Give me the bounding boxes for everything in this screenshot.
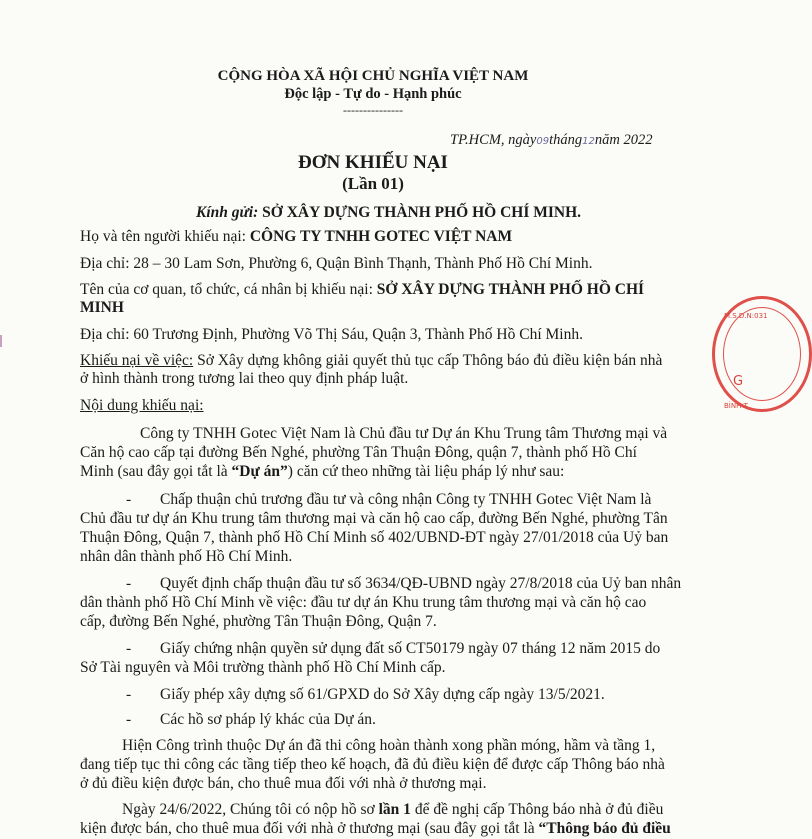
bullet-2-marker: - <box>126 575 132 592</box>
respondent-name: SỞ XÂY DỰNG THÀNH PHỐ HỒ CHÍ <box>376 281 645 298</box>
date-line <box>450 130 652 152</box>
stamp-letter: G <box>733 374 744 389</box>
respondent-line <box>80 280 644 300</box>
subject-line <box>80 351 662 371</box>
date-month: 12 <box>582 136 595 147</box>
bullet-3-line-2: Sở Tài nguyên và Môi trường thành phố Hồ Chí Minh cấp. <box>80 659 446 676</box>
date-day: 09 <box>536 136 550 147</box>
intro-text-b: ) căn cứ theo những tài liệu pháp lý như sau: <box>287 463 565 480</box>
respondent-address: Địa chỉ: 60 Trương Định, Phường Võ Thị Sáu, Quận 3, Thành Phố Hồ Chí Minh. <box>80 326 583 343</box>
last-para-line-1 <box>122 800 663 820</box>
content-heading: Nội dung khiếu nại: <box>80 397 204 414</box>
last-para-text-a: Ngày 24/6/2022, Chúng tôi có nộp hồ sơ <box>122 801 379 818</box>
complainant-address: Địa chỉ: 28 – 30 Lam Sơn, Phường 6, Quận Bình Thạnh, Thành Phố Hồ Chí Minh. <box>80 255 593 272</box>
header-divider: --------------- <box>343 103 403 117</box>
stamp-top-text: M.S.D.N:031 <box>724 312 768 320</box>
last-para-emphasis: lần 1 <box>378 801 411 818</box>
subject-text: Sở Xây dựng không giải quyết thủ tục cấp Thông báo đủ điều kiện bán nhà <box>197 352 663 369</box>
recipient-line <box>196 203 581 223</box>
status-line-1: Hiện Công trình thuộc Dự án đã thi công hoàn thành xong phần móng, hầm và tầng 1, <box>122 737 656 754</box>
document-subtitle: (Lần 01) <box>342 174 404 193</box>
date-year: năm 2022 <box>594 132 653 148</box>
bullet-1-line-3: Thuận Đông, Quận 7, thành phố Hồ Chí Minh số 402/UBND-ĐT ngày 27/01/2018 của Uỷ ban <box>80 529 669 546</box>
margin-mark <box>0 335 2 347</box>
national-motto: Độc lập - Tự do - Hạnh phúc <box>284 86 462 102</box>
bullet-4-marker: - <box>126 686 132 703</box>
bullet-2-line-3: cấp, đường Bến Nghé, phường Tân Thuận Đông, Quận 7. <box>80 613 437 630</box>
bullet-3-marker: - <box>126 640 132 657</box>
date-prefix: TP.HCM, ngày <box>450 132 537 148</box>
complainant-name: CÔNG TY TNHH GOTEC VIỆT NAM <box>249 228 513 245</box>
subject-label: Khiếu nại về việc: <box>80 352 194 369</box>
bullet-1-marker: - <box>126 491 132 508</box>
intro-line-1: Công ty TNHH Gotec Việt Nam là Chủ đầu tư Dự án Khu Trung tâm Thương mại và <box>140 425 668 442</box>
bullet-2-line-2: dân thành phố Hồ Chí Minh về việc: đầu tư dự án Khu trung tâm thương mại và căn hộ cao <box>80 594 647 611</box>
complainant-label: Họ và tên người khiếu nại: <box>80 228 246 245</box>
bullet-1-line-2: Chủ đầu tư dự án Khu trung tâm thương mại và căn hộ cao cấp, đường Bến Nghé, phường Tân <box>80 510 668 527</box>
notice-alias: “Thông báo đủ điều <box>538 820 671 837</box>
stamp-side-text: BÌNH T <box>724 402 748 410</box>
country-name: CỘNG HÒA XÃ HỘI CHỦ NGHĨA VIỆT NAM <box>217 68 529 84</box>
bullet-2-line-1: Quyết định chấp thuận đầu tư số 3634/QĐ-UBND ngày 27/8/2018 của Uỷ ban nhân <box>160 575 682 592</box>
bullet-5-marker: - <box>126 711 132 728</box>
recipient-value: SỞ XÂY DỰNG THÀNH PHỐ HỒ CHÍ MINH. <box>262 204 582 221</box>
complainant-line <box>80 227 512 247</box>
recipient-label: Kính gửi: <box>196 204 259 221</box>
document-title: ĐƠN KHIẾU NẠI <box>298 152 448 173</box>
bullet-5-line-1: Các hồ sơ pháp lý khác của Dự án. <box>160 711 376 728</box>
status-line-2: đang tiếp tục thi công các tầng tiếp theo kế hoạch, đã đủ điều kiện để được cấp Thông báo nhà <box>80 756 665 773</box>
status-line-3: ở đủ điều kiện được bán, cho thuê mua đối với nhà ở thương mại. <box>80 775 487 792</box>
intro-line-2: Căn hộ cao cấp tại đường Bến Nghé, phường Tân Thuận Đông, quận 7, thành phố Hồ Chí <box>80 444 637 461</box>
bullet-3-line-1: Giấy chứng nhận quyền sử dụng đất số CT50179 ngày 07 tháng 12 năm 2015 do <box>160 640 661 657</box>
bullet-1-line-1: Chấp thuận chủ trương đầu tư và công nhận Công ty TNHH Gotec Việt Nam là <box>160 491 652 508</box>
intro-text-a: Minh (sau đây gọi tắt là <box>80 463 232 480</box>
subject-text-cont: ở hình thành trong tương lai theo quy định pháp luật. <box>80 370 409 387</box>
bullet-1-line-4: nhân dân thành phố Hồ Chí Minh. <box>80 548 293 565</box>
intro-line-3 <box>80 462 564 482</box>
respondent-label: Tên của cơ quan, tổ chức, cá nhân bị khiếu nại: <box>80 281 373 298</box>
last-para-text-c: kiện được bán, cho thuê mua đối với nhà ở thương mại (sau đây gọi tắt là <box>80 820 539 837</box>
project-alias: “Dự án” <box>231 463 288 480</box>
bullet-4-line-1: Giấy phép xây dựng số 61/GPXD do Sở Xây dựng cấp ngày 13/5/2021. <box>160 686 605 703</box>
date-month-label: tháng <box>549 132 583 148</box>
last-para-text-b: để đề nghị cấp Thông báo nhà ở đủ điều <box>410 801 664 818</box>
last-para-line-2 <box>80 819 671 839</box>
respondent-name-cont: MINH <box>80 299 124 316</box>
